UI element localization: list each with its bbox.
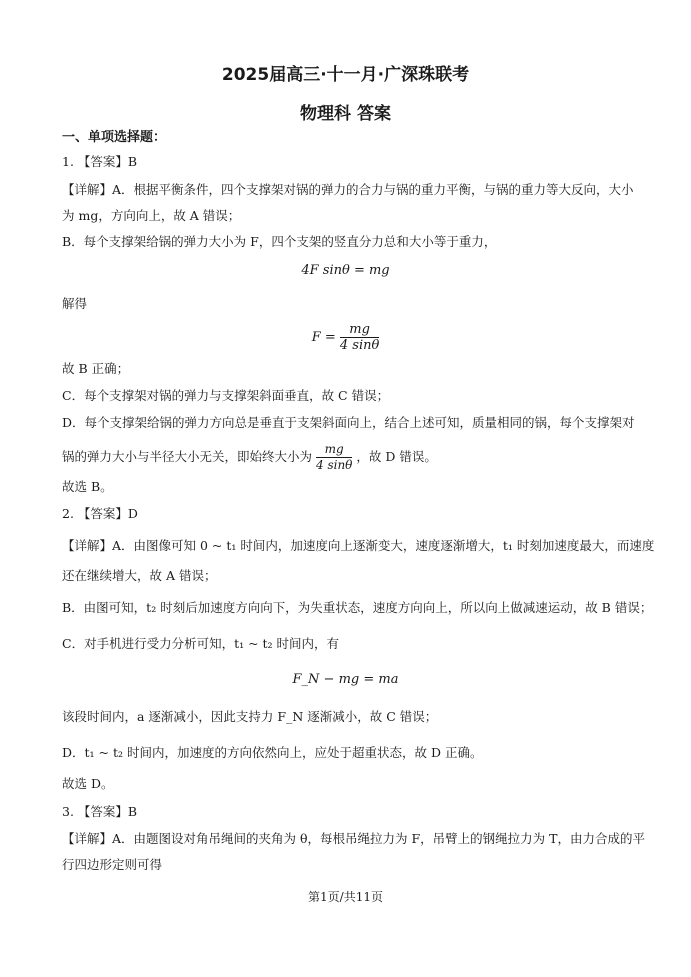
- q1-solve-label: 解得: [62, 296, 88, 311]
- q1-d-fraction: [316, 442, 352, 473]
- q1-c-line: C．每个支撑架对锅的弹力与支撑架斜面垂直，故 C 错误；: [62, 388, 390, 403]
- q1-d-denominator: 4 sinθ: [316, 458, 353, 472]
- q2-a-line1: 【详解】A．由图像可知 0 ~ t₁ 时间内，加速度向上逐渐变大，速度逐渐增大，t₁ 时刻加速度最大，而速度: [62, 538, 655, 553]
- q3-answer: 3. 【答案】B: [62, 804, 138, 819]
- q1-d-line2: [62, 440, 437, 474]
- q1-choose: 故选 B。: [62, 479, 113, 494]
- q1-d-numerator: mg: [316, 442, 352, 458]
- q1-b-line: B．每个支撑架给锅的弹力大小为 F，四个支架的竖直分力总和大小等于重力，: [62, 234, 497, 249]
- q2-c-line: C．对手机进行受力分析可知，t₁ ~ t₂ 时间内，有: [62, 636, 340, 651]
- q1-b-correct: 故 B 正确；: [62, 361, 130, 376]
- q1-d-line2-post: ，故 D 错误。: [356, 449, 437, 464]
- q2-a-line2: 还在继续增大，故 A 错误；: [62, 568, 217, 583]
- q1-eq2-numerator: mg: [340, 322, 379, 338]
- q2-c-line2: 该段时间内，a 逐渐减小，因此支持力 F_N 逐渐减小，故 C 错误；: [62, 709, 438, 724]
- q1-eq2-fraction: [340, 322, 379, 353]
- q1-eq2-denominator: 4 sinθ: [339, 338, 380, 353]
- document-subtitle: 物理科 答案: [300, 104, 391, 124]
- q2-choose: 故选 D。: [62, 776, 114, 791]
- q1-equation-1: 4F sinθ = mg: [301, 263, 390, 278]
- q3-a-line2: 行四边形定则可得: [62, 857, 163, 872]
- page-footer: 第1页/共11页: [308, 890, 383, 904]
- q1-equation-2: [0, 322, 691, 353]
- q3-a-line1: 【详解】A．由题图设对角吊绳间的夹角为 θ，每根吊绳拉力为 F，吊臂上的钢绳拉力为 T，由力合成的平: [62, 831, 645, 846]
- q1-a-line2: 为 mg，方向向上，故 A 错误；: [62, 208, 241, 223]
- document-title: 2025届高三·十一月·广深珠联考: [221, 65, 470, 85]
- q1-answer: 1. 【答案】B: [62, 154, 138, 169]
- q1-a-line1: 【详解】A．根据平衡条件，四个支撑架对锅的弹力的合力与锅的重力平衡，与锅的重力等大反向，大小: [62, 182, 634, 197]
- q2-answer: 2. 【答案】D: [62, 506, 138, 521]
- q1-eq2-left: F =: [311, 330, 336, 345]
- q2-equation: F_N − mg = ma: [292, 672, 399, 687]
- q1-d-line1: D．每个支撑架给锅的弹力方向总是垂直于支架斜面向上，结合上述可知，质量相同的锅，每个支撑架对: [62, 415, 635, 430]
- q2-d-line: D．t₁ ~ t₂ 时间内，加速度的方向依然向上，应处于超重状态，故 D 正确。: [62, 745, 483, 760]
- q1-d-line2-pre: 锅的弹力大小与半径大小无关，即始终大小为: [62, 449, 313, 464]
- section-heading: 一、单项选择题：: [62, 130, 167, 145]
- q2-b-line: B．由图可知，t₂ 时刻后加速度方向向下，为失重状态，速度方向向上，所以向上做减速运动，故 B 错误；: [62, 600, 653, 615]
